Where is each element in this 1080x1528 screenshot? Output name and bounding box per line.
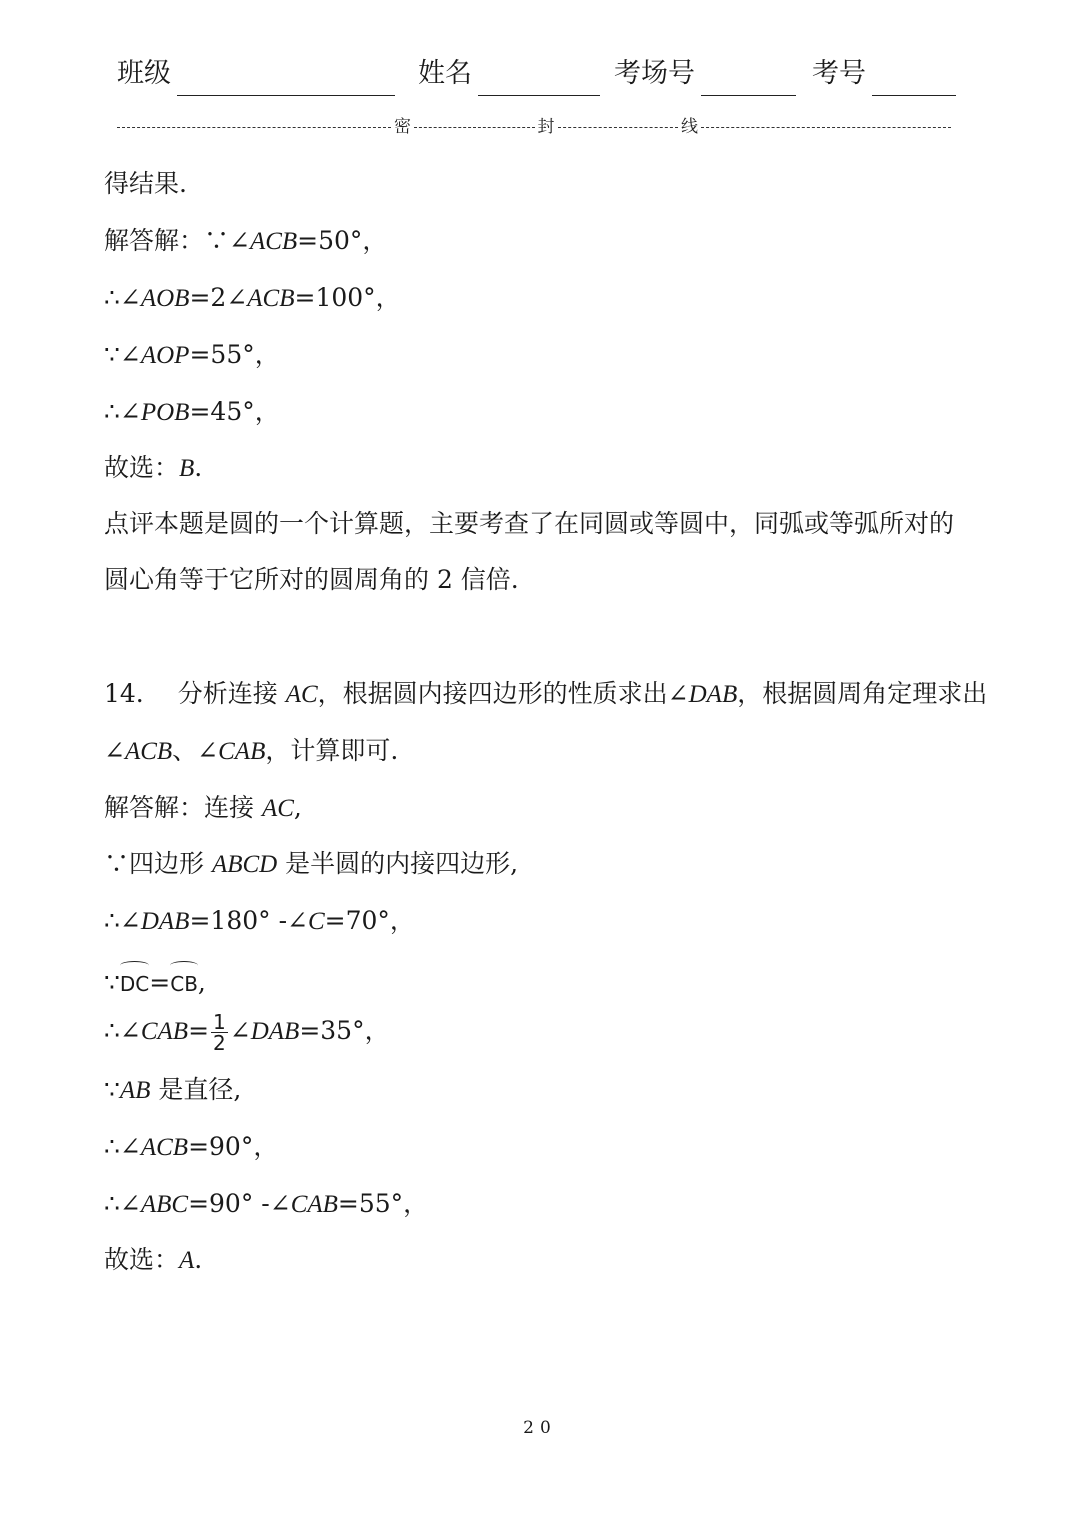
name-blank [478,61,600,96]
q13-line-3: ∴∠AOB=2∠ACB=100°， [104,283,401,312]
student-info-header [0,52,1080,100]
seal-line [117,114,951,140]
q13-comment-2: 圆心角等于它所对的圆周角的 2 信倍. [104,565,519,594]
page-number: 20 [523,1418,557,1438]
q14-line-6: ∵DC=CB, [104,962,206,1002]
seal-dash [558,127,679,128]
q14-analysis-2: ∠ACB、∠CAB，计算即可. [104,736,399,765]
q14-number: 14. [104,679,144,708]
q14-answer: 故选：A. [104,1245,203,1274]
exam-number-field [812,52,956,96]
arc-dc: DC [120,962,149,1002]
exam-number-blank [872,61,956,96]
name-label: 姓名 [418,58,472,89]
seal-dash [414,127,535,128]
exam-room-blank [701,61,796,96]
q14-line-5: ∴∠DAB=180° -∠C=70°， [104,906,415,935]
exam-number-label: 考号 [812,58,866,89]
q13-line-5: ∴∠POB=45°， [104,397,280,426]
seal-char-mi: 密 [394,117,411,137]
class-blank [177,61,395,96]
q14-line-9: ∴∠ACB=90°， [104,1132,279,1161]
q14-line-3: 解答解：连接 AC, [104,793,302,822]
q13-answer: 故选：B. [104,453,203,482]
exam-room-field [614,52,796,96]
q14-line-7: ∴∠CAB= $\frac{1}{2}$ ∠DAB=35°， [104,1010,390,1055]
fraction-one-half: $\frac{1}{2}$ [213,1010,226,1055]
q13-line-4: ∵∠AOP=55°， [104,340,280,369]
q14-line-4: ∵四边形 ABCD 是半圆的内接四边形, [104,849,519,878]
q13-line-1: 得结果. [104,169,187,198]
q13-comment: 点评本题是圆的一个计算题，主要考查了在同圆或等圆中，同弧或等弧所对的 [104,509,955,538]
class-field [117,52,395,96]
arc-cb: CB [170,962,198,1002]
q14-line-8: ∵AB 是直径, [104,1075,242,1104]
q14-analysis: 14. 分析连接 AC，根据圆内接四边形的性质求出∠DAB，根据圆周角定理求出 [104,679,988,708]
q13-line-2: 解答解：∵∠ACB=50°， [104,226,388,255]
class-label: 班级 [117,58,171,89]
q14-line-10: ∴∠ABC=90° -∠CAB=55°， [104,1189,429,1218]
seal-dash [117,127,391,128]
seal-char-feng: 封 [537,117,555,137]
exam-room-label: 考场号 [614,58,695,89]
name-field [418,52,600,96]
seal-dash [701,127,951,128]
seal-char-xian: 线 [681,117,698,137]
